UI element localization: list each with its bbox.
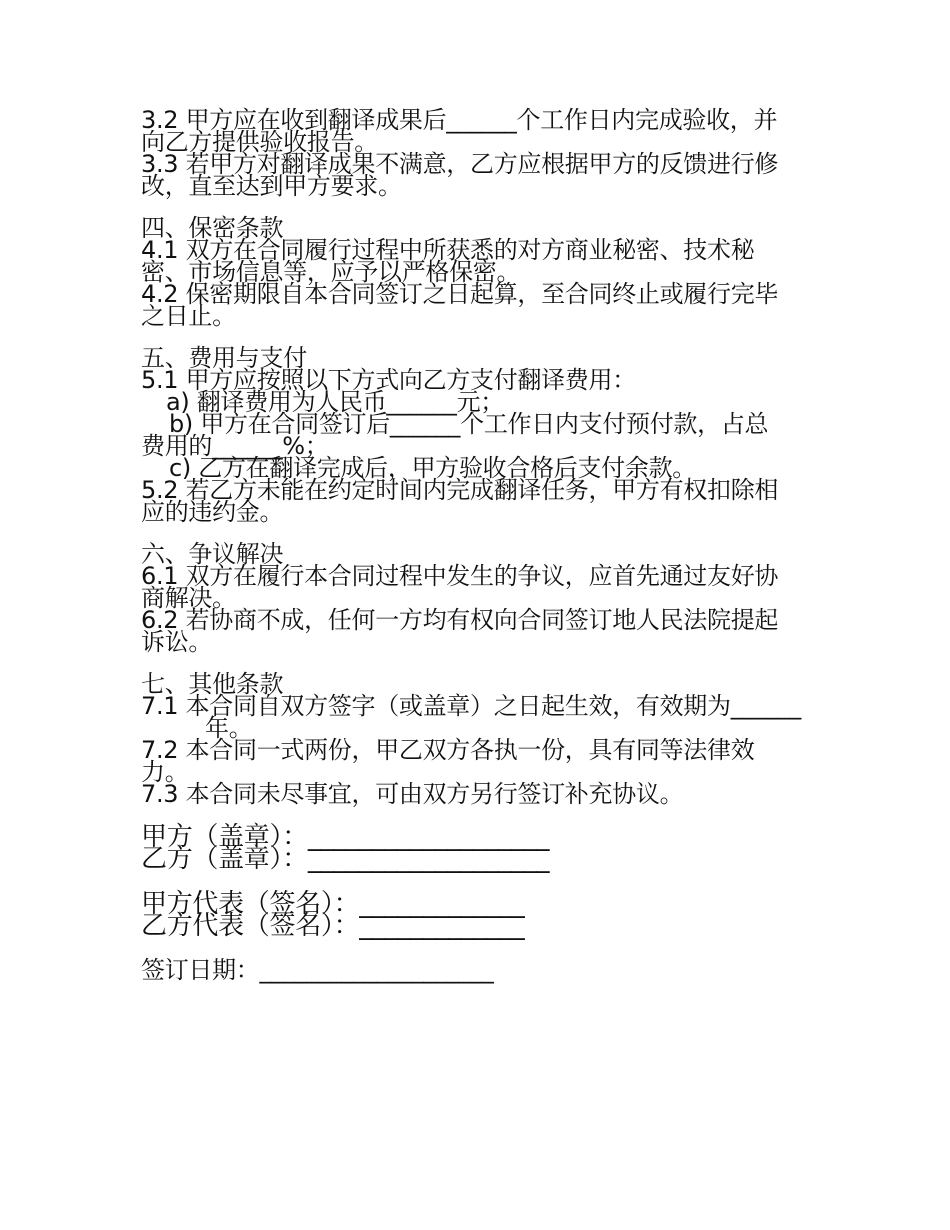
section-5-heading: 五、费用与支付 xyxy=(141,344,307,372)
clause-4-2-line-2: 之日止。 xyxy=(141,302,236,330)
clause-6-1-line-1: 6.1 双方在履行本合同过程中发生的争议，应首先通过友好协 xyxy=(141,562,779,590)
clause-7-1-line-2: 年。 xyxy=(205,714,253,742)
party-a-rep-line: 甲方代表（签名）：_____________ xyxy=(141,889,525,919)
section-4-heading: 四、保密条款 xyxy=(141,214,284,242)
clause-7-1-line-1: 7.1 本合同自双方签字（或盖章）之日起生效，有效期为______ xyxy=(141,692,801,720)
clause-7-2-line-1: 7.2 本合同一式两份，甲乙双方各执一份，具有同等法律效 xyxy=(141,736,755,764)
clause-5-2-line-2: 应的违约金。 xyxy=(141,498,284,526)
clause-7-3: 7.3 本合同未尽事宜，可由双方另行签订补充协议。 xyxy=(141,780,684,808)
clause-6-2-line-2: 诉讼。 xyxy=(141,628,213,656)
signing-date-line: 签订日期：____________________ xyxy=(141,956,494,984)
clause-5-2-line-1: 5.2 若乙方未能在约定时间内完成翻译任务，甲方有权扣除相 xyxy=(141,476,779,504)
clause-4-2-line-1: 4.2 保密期限自本合同签订之日起算，至合同终止或履行完毕 xyxy=(141,280,779,308)
clause-5-1-item-b-line-1: b) 甲方在合同签订后______个工作日内支付预付款，占总 xyxy=(169,410,769,438)
clause-5-1-item-c: c) 乙方在翻译完成后，甲方验收合格后支付余款。 xyxy=(169,454,696,482)
clause-7-2-line-2: 力。 xyxy=(141,758,189,786)
clause-3-2-line-1: 3.2 甲方应在收到翻译成果后______个工作日内完成验收，并 xyxy=(141,106,778,134)
clause-6-1-line-2: 商解决。 xyxy=(141,584,236,612)
clause-5-1-item-a: a) 翻译费用为人民币______元； xyxy=(166,388,504,416)
clause-3-3-line-1: 3.3 若甲方对翻译成果不满意，乙方应根据甲方的反馈进行修 xyxy=(141,150,779,178)
section-7-heading: 七、其他条款 xyxy=(141,670,284,698)
clause-4-1-line-1: 4.1 双方在合同履行过程中所获悉的对方商业秘密、技术秘 xyxy=(141,236,755,264)
party-a-seal-line: 甲方（盖章）：___________________ xyxy=(141,822,550,852)
party-b-seal-line: 乙方（盖章）：___________________ xyxy=(141,844,550,874)
clause-3-2-line-2: 向乙方提供验收报告。 xyxy=(141,128,378,156)
party-b-rep-line: 乙方代表（签名）：_____________ xyxy=(141,911,525,941)
clause-5-1-item-b-line-2: 费用的______%； xyxy=(141,432,329,460)
section-6-heading: 六、争议解决 xyxy=(141,540,284,568)
clause-4-1-line-2: 密、市场信息等，应予以严格保密。 xyxy=(141,258,521,286)
clause-3-3-line-2: 改，直至达到甲方要求。 xyxy=(141,172,402,200)
clause-6-2-line-1: 6.2 若协商不成，任何一方均有权向合同签订地人民法院提起 xyxy=(141,606,779,634)
clause-5-1-line-1: 5.1 甲方应按照以下方式向乙方支付翻译费用： xyxy=(141,366,636,394)
